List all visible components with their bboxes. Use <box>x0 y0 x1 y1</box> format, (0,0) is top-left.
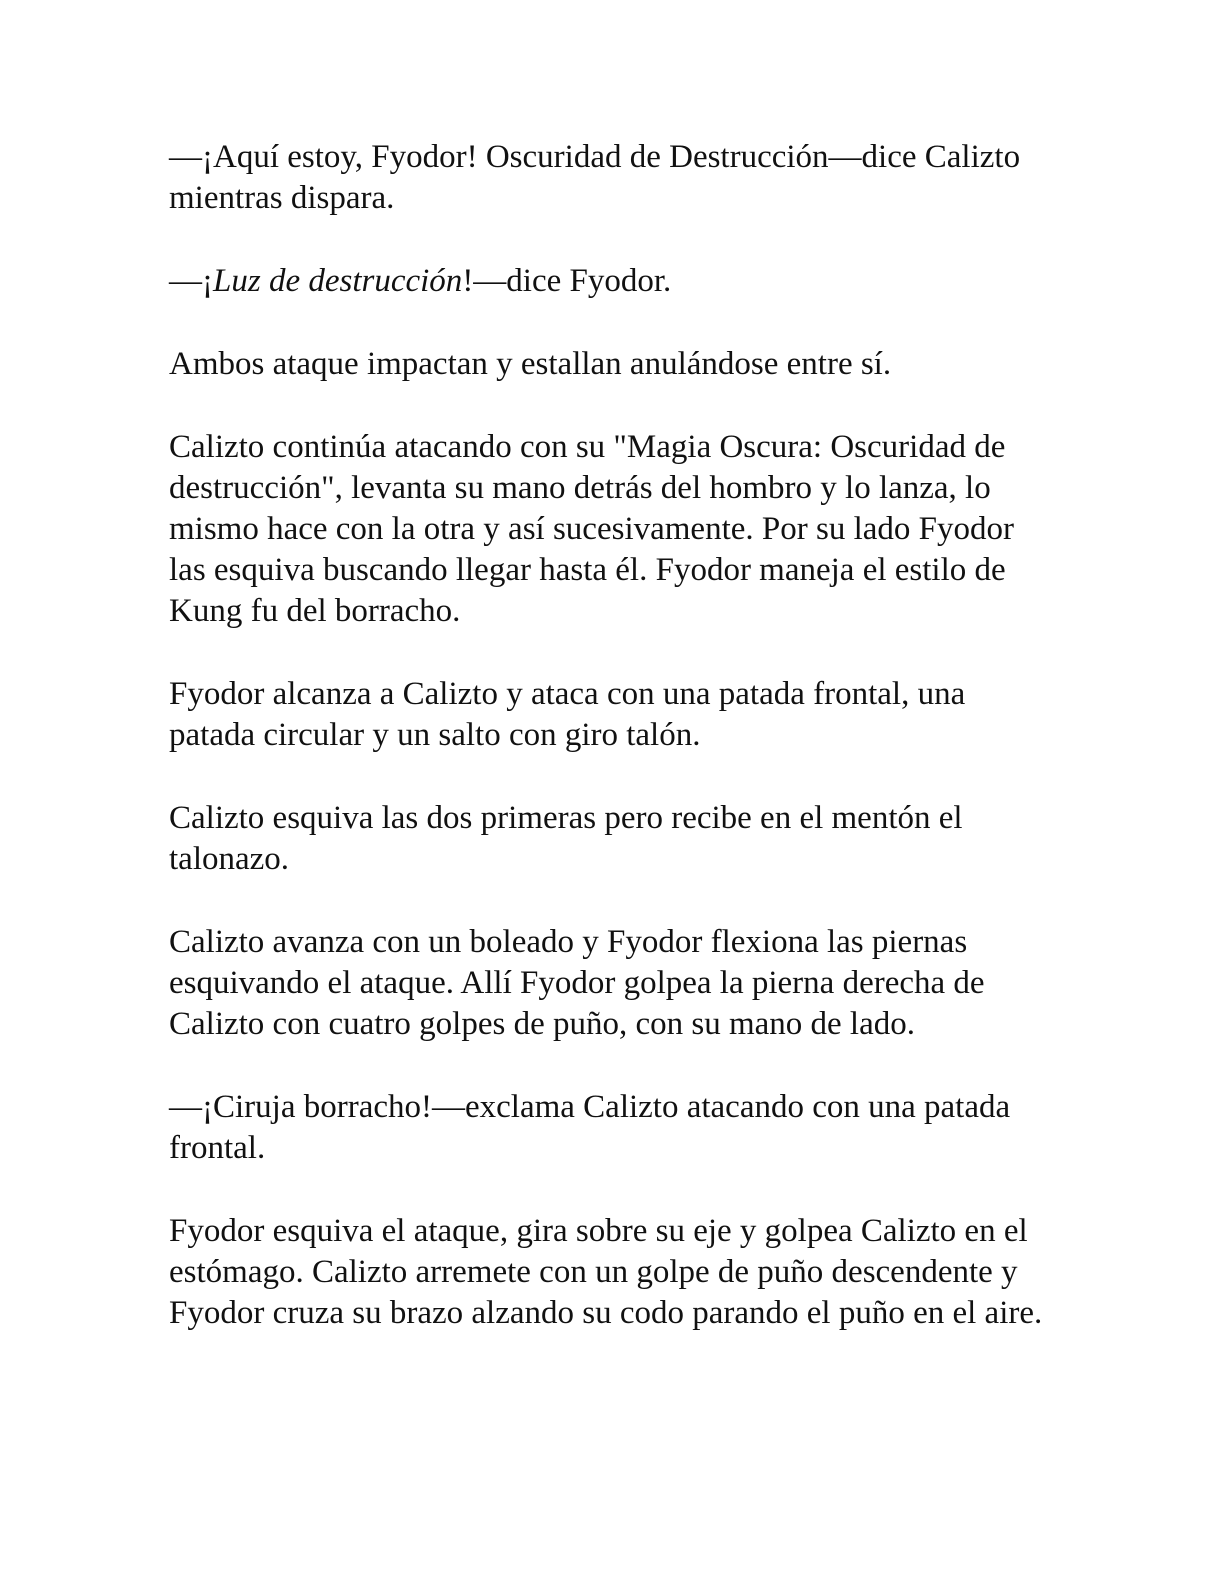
paragraph: Calizto avanza con un boleado y Fyodor flexiona las piernas esquivando el ataque. Allí Fyodor golpea la pierna derecha de Calizto con cuatro golpes de puño, con su mano de lado. <box>169 924 985 1042</box>
paragraph: Calizto continúa atacando con su "Magia Oscura: Oscuridad de destrucción", levanta su mano detrás del hombro y lo lanza, lo mismo hace con la otra y así sucesivamente. Por su lado Fyodor las esquiva buscando llegar hasta él. Fyodor maneja el estilo de Kung fu del borracho. <box>169 429 1014 629</box>
paragraph: Ambos ataque impactan y estallan anulándose entre sí. <box>169 346 892 382</box>
body-text <box>169 137 1049 1376</box>
dialogue-dash: —¡ <box>169 263 213 299</box>
spell-name: Luz de destrucción <box>213 263 463 299</box>
paragraph: Fyodor alcanza a Calizto y ataca con una patada frontal, una patada circular y un salto con giro talón. <box>169 676 966 753</box>
dialogue-tag: !—dice Fyodor. <box>462 263 672 299</box>
paragraph <box>169 261 1049 302</box>
paragraph: Calizto esquiva las dos primeras pero recibe en el mentón el talonazo. <box>169 800 963 877</box>
paragraph: —¡Ciruja borracho!—exclama Calizto atacando con una patada frontal. <box>169 1089 1011 1166</box>
paragraph: —¡Aquí estoy, Fyodor! Oscuridad de Destrucción—dice Calizto mientras dispara. <box>169 139 1021 216</box>
paragraph: Fyodor esquiva el ataque, gira sobre su eje y golpea Calizto en el estómago. Calizto arremete con un golpe de puño descendente y Fyodor cruza su brazo alzando su codo parando el puño en el aire. <box>169 1213 1043 1331</box>
